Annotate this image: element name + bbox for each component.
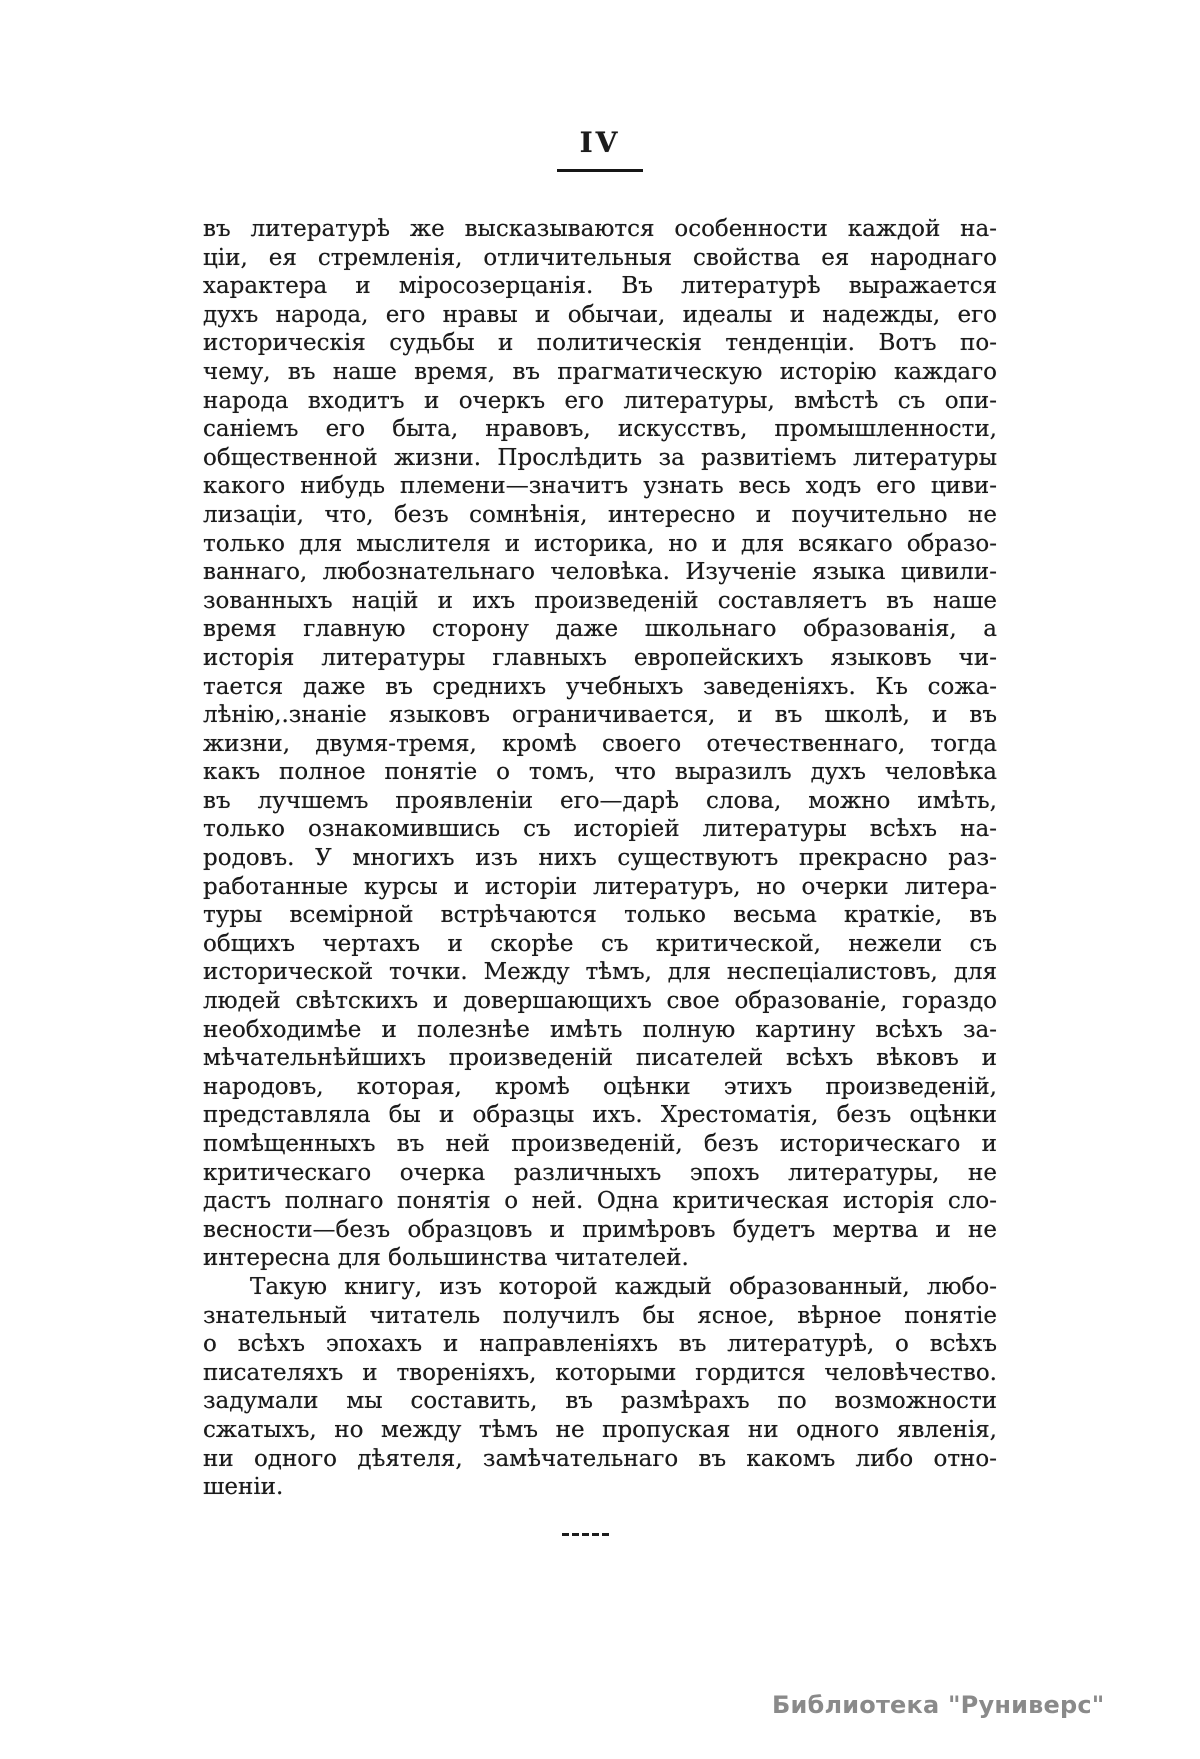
body-text xyxy=(203,215,997,1502)
text-line: работанные курсы и исторіи литературъ, но очерки литера- xyxy=(203,873,997,900)
text-line: лѣнію,.знаніе языковъ ограничивается, и въ школѣ, и въ xyxy=(203,702,997,729)
header-rule xyxy=(557,169,643,172)
text-line: въ литературѣ же высказываются особенности каждой на- xyxy=(203,216,997,242)
paragraph-1 xyxy=(203,215,997,1273)
text-line: людей свѣтскихъ и довершающихъ свое образованіе, гораздо xyxy=(203,988,997,1015)
text-line: какого нибудь племени—значитъ узнать весь ходъ его циви- xyxy=(203,473,997,500)
text-line: исторія литературы главныхъ европейскихъ языковъ чи- xyxy=(203,644,997,671)
text-line: туры всемірной встрѣчаются только весьма краткіе, въ xyxy=(203,902,997,929)
text-line: духъ народа, его нравы и обычаи, идеалы и надежды, его xyxy=(203,301,997,328)
text-line: въ лучшемъ проявленіи его—дарѣ слова, можно имѣть, xyxy=(203,787,997,814)
text-line: родовъ. У многихъ изъ нихъ существуютъ прекрасно раз- xyxy=(203,845,997,872)
text-line: шеніи. xyxy=(203,1474,284,1501)
text-line: народа входитъ и очеркъ его литературы, вмѣстѣ съ опи- xyxy=(203,387,997,414)
text-line: какъ полное понятіе о томъ, что выразилъ духъ человѣка xyxy=(203,759,997,786)
text-line: зованныхъ націй и ихъ произведеній составляетъ въ наше xyxy=(203,587,997,614)
text-line: ціи, ея стремленія, отличительныя свойства ея народнаго xyxy=(203,244,997,271)
text-line: Такую книгу, изъ которой каждый образованный, любо- xyxy=(250,1273,997,1300)
text-line: общественной жизни. Прослѣдить за развитіемъ литературы xyxy=(203,444,997,471)
text-line: знательный читатель получилъ бы ясное, вѣрное понятіе xyxy=(203,1302,997,1329)
text-line: саніемъ его быта, нравовъ, искусствъ, промышленности, xyxy=(203,416,997,443)
page-number-roman: IV xyxy=(579,126,621,159)
text-line: критическаго очерка различныхъ эпохъ литературы, не xyxy=(203,1159,997,1186)
text-line: только для мыслителя и историка, но и для всякаго образо- xyxy=(203,530,997,557)
section-end-rule xyxy=(562,1533,609,1536)
text-line: жизни, двумя-тремя, кромѣ своего отечественнаго, тогда xyxy=(203,730,997,757)
text-line: представляла бы и образцы ихъ. Хрестоматія, безъ оцѣнки xyxy=(203,1102,997,1129)
text-line: исторической точки. Между тѣмъ, для неспеціалистовъ, для xyxy=(203,959,997,986)
paragraph-2 xyxy=(203,1273,997,1502)
text-line: тается даже въ среднихъ учебныхъ заведеніяхъ. Къ сожа- xyxy=(203,673,997,700)
text-line: необходимѣе и полезнѣе имѣть полную картину всѣхъ за- xyxy=(203,1016,997,1043)
text-line: народовъ, которая, кромѣ оцѣнки этихъ произведеній, xyxy=(203,1073,997,1100)
text-line: весности—безъ образцовъ и примѣровъ будетъ мертва и не xyxy=(203,1216,997,1243)
text-line: историческія судьбы и политическія тенденціи. Вотъ по- xyxy=(203,330,997,357)
text-line: характера и міросозерцанія. Въ литературѣ выражается xyxy=(203,273,997,300)
text-line: о всѣхъ эпохахъ и направленіяхъ въ литературѣ, о всѣхъ xyxy=(203,1331,997,1358)
text-line: писателяхъ и твореніяхъ, которыми гордится человѣчество. xyxy=(203,1359,997,1386)
text-line: ни одного дѣятеля, замѣчательнаго въ какомъ либо отно- xyxy=(203,1445,997,1472)
text-line: сжатыхъ, но между тѣмъ не пропуская ни одного явленія, xyxy=(203,1416,997,1443)
text-line: лизаціи, что, безъ сомнѣнія, интересно и поучительно не xyxy=(203,501,997,528)
text-line: ваннаго, любознательнаго человѣка. Изученіе языка цивили- xyxy=(203,559,997,586)
text-line: задумали мы составить, въ размѣрахъ по возможности xyxy=(203,1388,997,1415)
library-watermark: Библиотека "Руниверс" xyxy=(772,1691,1105,1719)
text-line: только ознакомившись съ исторіей литературы всѣхъ на- xyxy=(203,816,997,843)
text-line: интересна для большинства читателей. xyxy=(203,1245,689,1272)
text-line: чему, въ наше время, въ прагматическую исторію каждаго xyxy=(203,358,997,385)
text-line: общихъ чертахъ и скорѣе съ критической, нежели съ xyxy=(203,930,997,957)
page-header xyxy=(0,126,1200,172)
text-line: мѣчательнѣйшихъ произведеній писателей всѣхъ вѣковъ и xyxy=(203,1045,997,1072)
text-line: время главную сторону даже школьнаго образованія, а xyxy=(203,616,997,643)
text-line: помѣщенныхъ въ ней произведеній, безъ историческаго и xyxy=(203,1131,997,1157)
text-line: дастъ полнаго понятія о ней. Одна критическая исторія сло- xyxy=(203,1188,997,1215)
